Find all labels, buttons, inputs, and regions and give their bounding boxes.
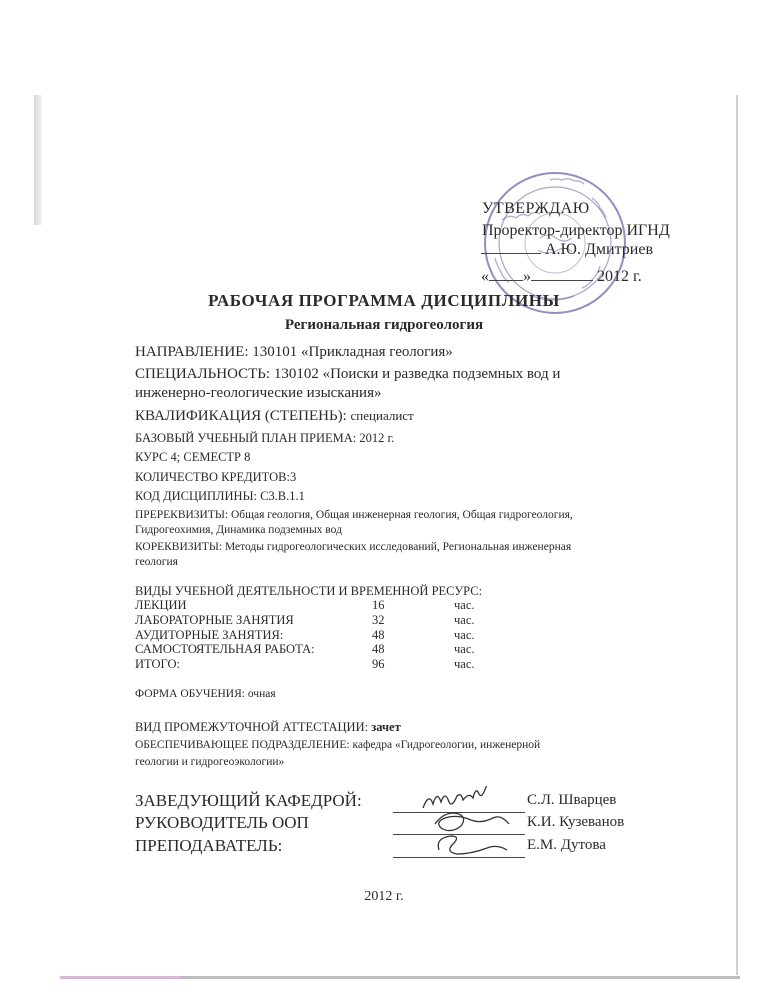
prerequisites-line-1: ПРЕРЕКВИЗИТЫ: Общая геология, Общая инженерная геология, Общая гидрогеология, [135, 509, 573, 521]
signature-blank [481, 253, 541, 254]
department-line-2: геологии и гидрогеоэкологии» [135, 756, 285, 768]
month-blank [531, 280, 593, 281]
attestation-value: зачет [371, 720, 401, 734]
workload-unit-labs: час. [454, 613, 475, 627]
workload-label-self-study: САМОСТОЯТЕЛЬНАЯ РАБОТА: [135, 642, 315, 656]
signature-name-lecturer: Е.М. Дутова [527, 837, 606, 853]
signature-name-program: К.И. Кузеванов [527, 814, 625, 830]
document-title: РАБОЧАЯ ПРОГРАММА ДИСЦИПЛИНЫ [208, 291, 560, 310]
workload-unit-classroom: час. [454, 628, 475, 642]
specialty-line-2: инженерно-геологические изыскания» [135, 385, 382, 401]
approval-date [481, 268, 642, 286]
signature-role-program: РУКОВОДИТЕЛЬ ООП [135, 813, 309, 832]
footer-year: 2012 г. [364, 889, 404, 904]
prerequisites-line-2: Гидрогеохимия, Динамика подземных вод [135, 524, 342, 536]
signature-role-head: ЗАВЕДУЮЩИЙ КАФЕДРОЙ: [135, 791, 362, 810]
workload-unit-self-study: час. [454, 642, 475, 656]
workload-value-classroom: 48 [372, 628, 385, 642]
workload-value-lectures: 16 [372, 598, 385, 612]
attestation-label: ВИД ПРОМЕЖУТОЧНОЙ АТТЕСТАЦИИ: [135, 720, 372, 734]
date-quote-close: » [523, 268, 531, 285]
credits-line: КОЛИЧЕСТВО КРЕДИТОВ:3 [135, 470, 297, 484]
handwritten-signature-lecturer [405, 830, 530, 860]
attestation-line [135, 720, 401, 735]
discipline-name: Региональная гидрогеология [284, 317, 484, 333]
signature-role-lecturer: ПРЕПОДАВАТЕЛЬ: [135, 836, 283, 855]
workload-unit-total: час. [454, 657, 475, 671]
specialty-line-1: СПЕЦИАЛЬНОСТЬ: 130102 «Поиски и разведка подземных вод и [135, 366, 561, 382]
approval-role: Проректор-директор ИГНД [482, 222, 670, 239]
corequisites-line-1: КОРЕКВИЗИТЫ: Методы гидрогеологических исследований, Региональная инженерная [135, 541, 572, 553]
course-semester-line: КУРС 4; СЕМЕСТР 8 [135, 450, 251, 464]
scan-edge-left [34, 95, 42, 225]
workload-label-labs: ЛАБОРАТОРНЫЕ ЗАНЯТИЯ [135, 613, 294, 627]
direction-line: НАПРАВЛЕНИЕ: 130101 «Прикладная геология» [135, 344, 453, 360]
approval-name: А.Ю. Дмитриев [545, 241, 654, 258]
workload-label-classroom: АУДИТОРНЫЕ ЗАНЯТИЯ: [135, 628, 284, 642]
study-form-line: ФОРМА ОБУЧЕНИЯ: очная [135, 688, 276, 700]
qualification-value: специалист [350, 408, 414, 423]
study-plan-line: БАЗОВЫЙ УЧЕБНЫЙ ПЛАН ПРИЕМА: 2012 г. [135, 431, 395, 445]
qualification-line [135, 408, 414, 425]
department-line-1: ОБЕСПЕЧИВАЮЩЕЕ ПОДРАЗДЕЛЕНИЕ: кафедра «Гидрогеологии, инженерной [135, 739, 541, 751]
approval-title: УТВЕРЖДАЮ [482, 200, 590, 217]
signature-line-lecturer [393, 857, 525, 858]
workload-value-self-study: 48 [372, 642, 385, 656]
day-blank [489, 280, 523, 281]
approval-year: 2012 г. [597, 268, 642, 285]
workload-label-lectures: ЛЕКЦИИ [135, 598, 187, 612]
workload-heading: ВИДЫ УЧЕБНОЙ ДЕЯТЕЛЬНОСТИ И ВРЕМЕННОЙ РЕСУРС: [135, 584, 483, 598]
workload-label-total: ИТОГО: [135, 657, 180, 671]
qualification-label: КВАЛИФИКАЦИЯ (СТЕПЕНЬ): [135, 408, 351, 424]
workload-unit-lectures: час. [454, 598, 475, 612]
discipline-code-line: КОД ДИСЦИПЛИНЫ: С3.В.1.1 [135, 489, 305, 503]
scan-edge-right [736, 95, 738, 975]
date-quote-open: « [481, 268, 489, 285]
workload-value-total: 96 [372, 657, 385, 671]
workload-value-labs: 32 [372, 613, 385, 627]
signature-name-head: С.Л. Шварцев [527, 792, 617, 808]
scan-edge-bottom-tint [60, 976, 180, 979]
corequisites-line-2: геология [135, 556, 178, 568]
approval-signature-line [481, 241, 653, 259]
